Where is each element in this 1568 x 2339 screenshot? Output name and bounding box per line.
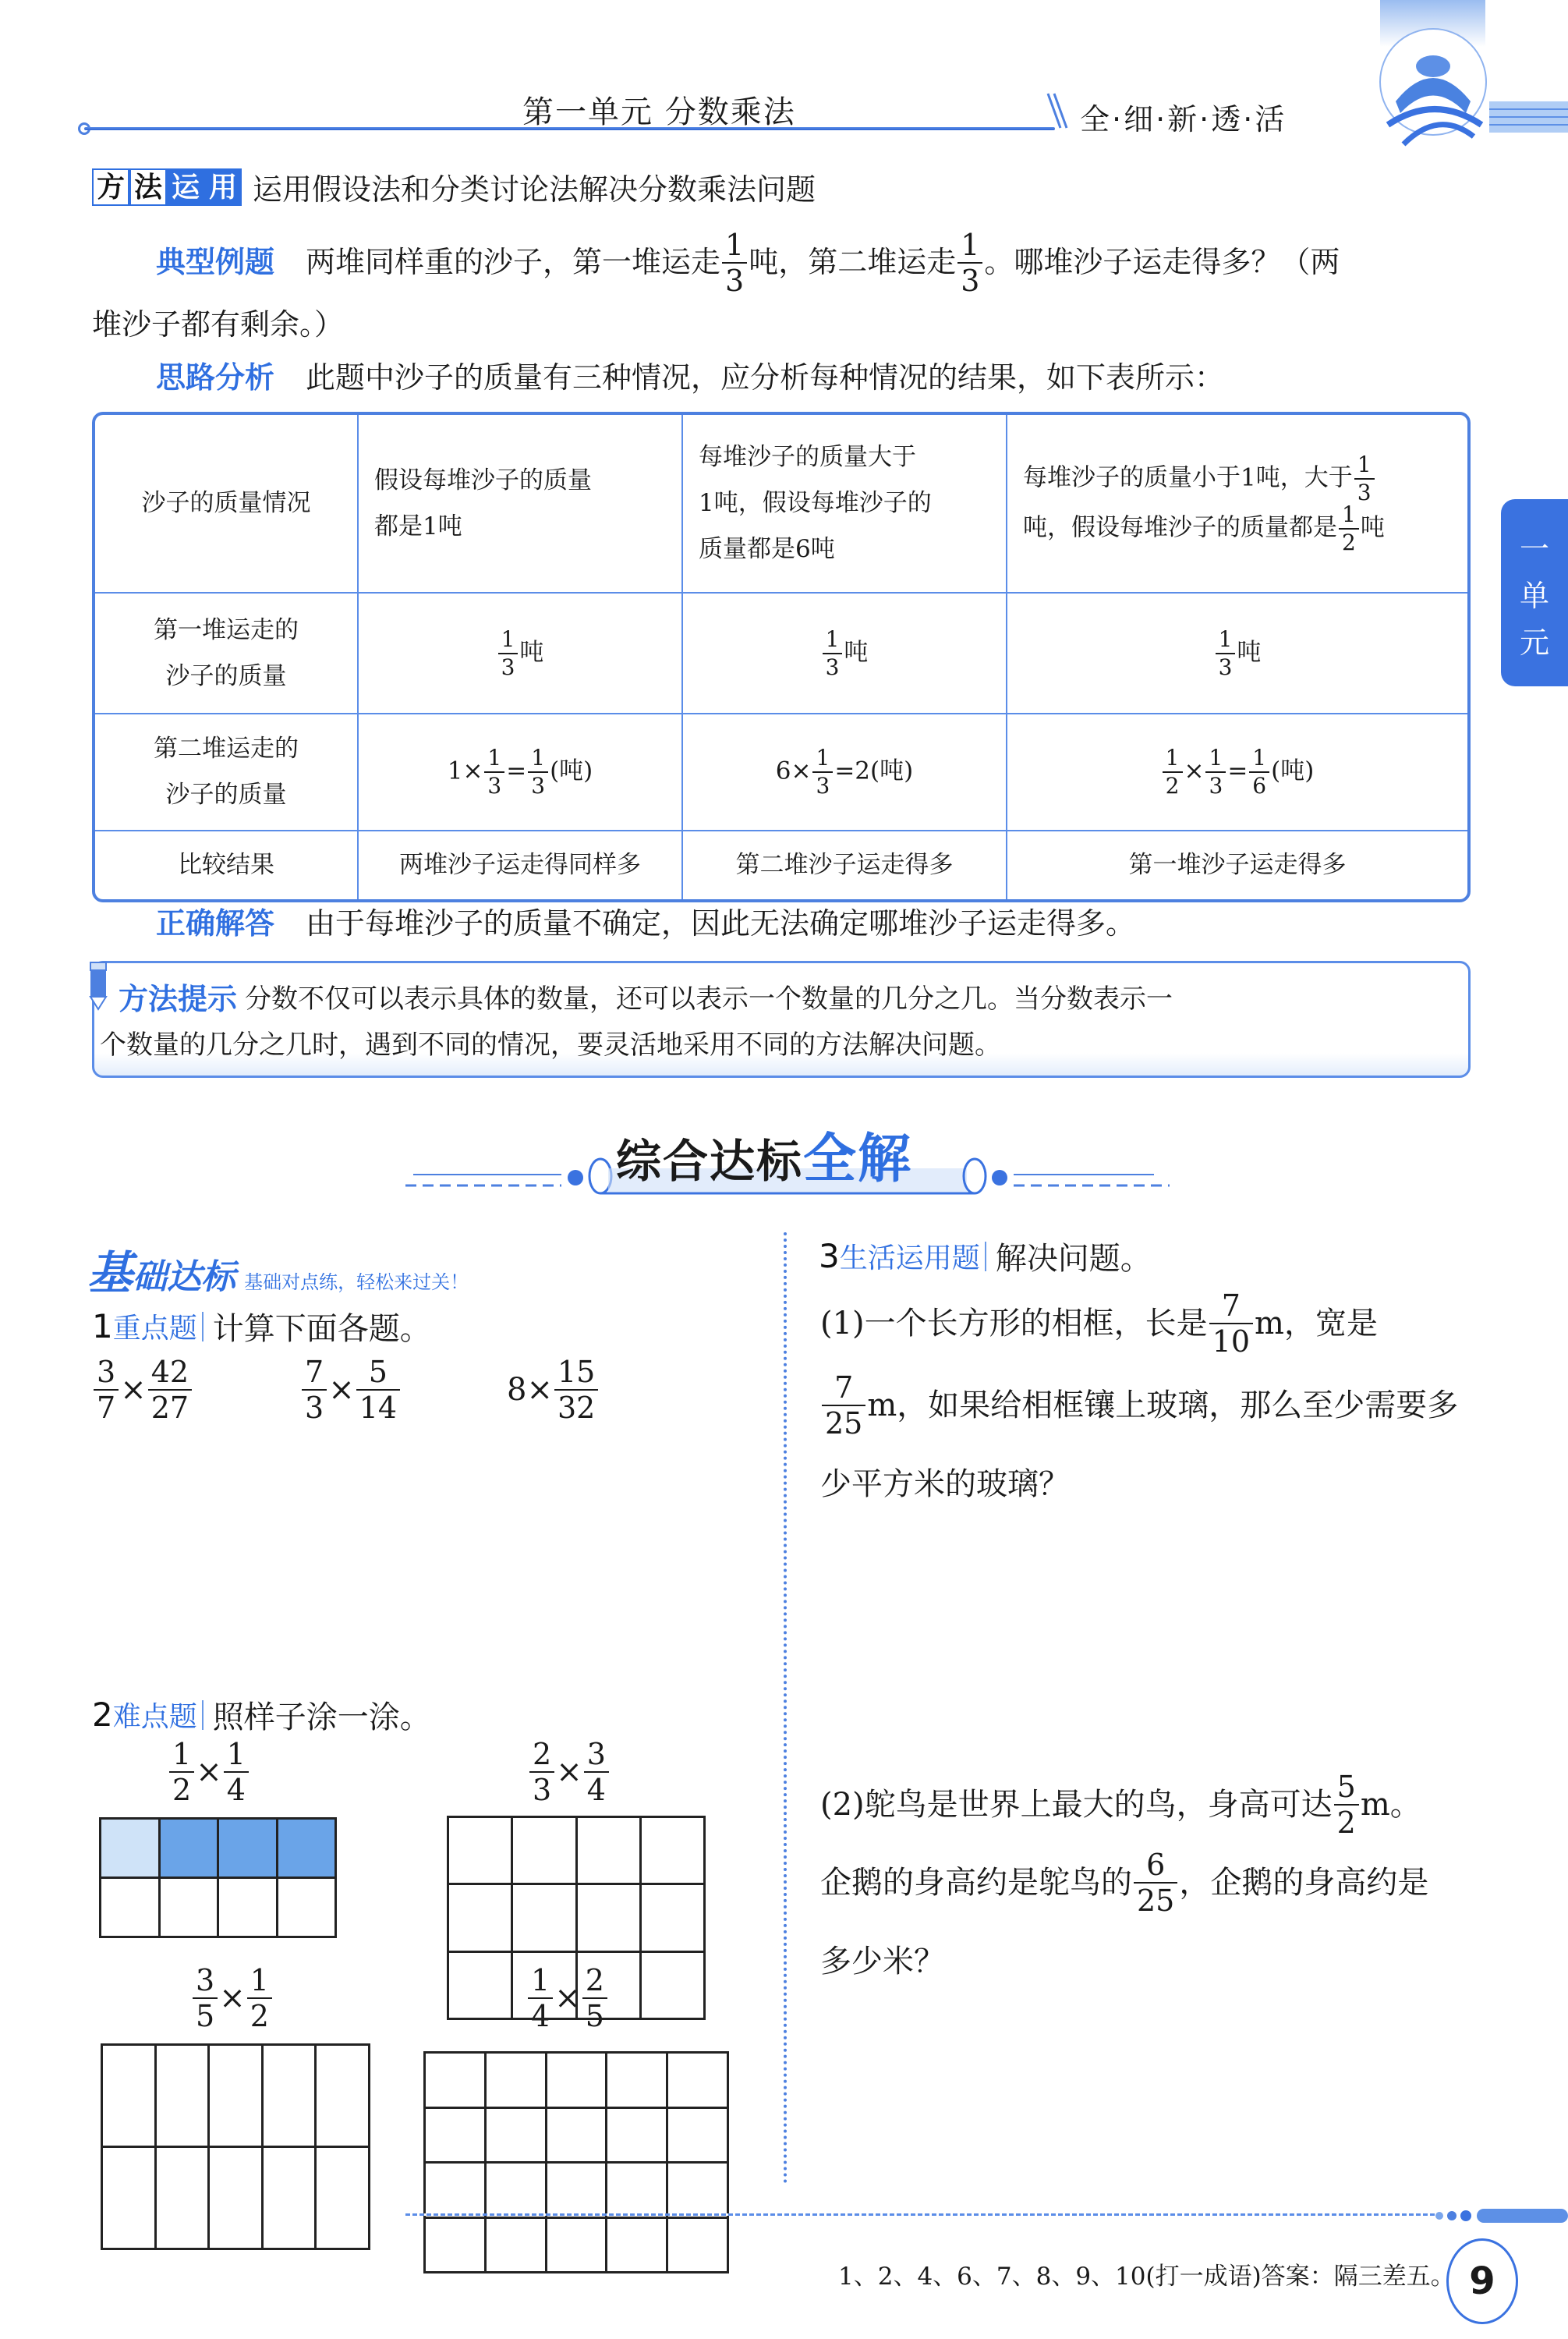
side-tab-char: 单 bbox=[1519, 579, 1549, 613]
operator: × bbox=[556, 1754, 582, 1790]
fraction bbox=[1209, 1288, 1253, 1359]
q3-part2-line3: 多少米？ bbox=[820, 1944, 945, 1979]
grid-cell[interactable] bbox=[485, 2053, 546, 2108]
cell-text: 吨 bbox=[1360, 513, 1385, 541]
shading-grid[interactable] bbox=[423, 2051, 729, 2273]
question-tag: 难点题 bbox=[112, 1701, 197, 1733]
denominator: 3 bbox=[1354, 478, 1375, 504]
grid-cell[interactable] bbox=[607, 2107, 667, 2163]
numerator: 1 bbox=[1165, 745, 1180, 771]
grid-cell[interactable] bbox=[262, 2147, 316, 2249]
numerator: 1 bbox=[961, 228, 980, 262]
numerator: 6 bbox=[1146, 1848, 1166, 1882]
denominator: 3 bbox=[302, 1389, 327, 1423]
denominator: 2 bbox=[247, 1997, 272, 2031]
numerator: 7 bbox=[305, 1355, 324, 1389]
grid-cell[interactable] bbox=[667, 2217, 728, 2273]
problem-text: (2)鸵鸟是世界上最大的鸟，身高可达 bbox=[820, 1787, 1333, 1823]
grid-cell[interactable] bbox=[155, 2045, 209, 2147]
numerator: 3 bbox=[97, 1355, 116, 1389]
numerator: 3 bbox=[586, 1737, 606, 1771]
table-row bbox=[95, 593, 1467, 714]
side-tab-char: 一 bbox=[1519, 532, 1549, 566]
table-cell: 第二堆沙子运走得多 bbox=[682, 831, 1007, 899]
numerator: 1 bbox=[226, 1737, 246, 1771]
operator: × bbox=[554, 1980, 581, 2016]
grid-table bbox=[99, 1817, 337, 1938]
denominator: 3 bbox=[529, 1771, 554, 1805]
tag-separator bbox=[202, 1700, 204, 1730]
denominator: 2 bbox=[1334, 1804, 1359, 1838]
fraction bbox=[193, 1965, 218, 2031]
row-header-text: 第一堆运走的 bbox=[154, 615, 299, 644]
tip-line-1 bbox=[119, 975, 1173, 1018]
fraction bbox=[247, 1965, 272, 2031]
denominator: 3 bbox=[528, 771, 548, 797]
example-line-1 bbox=[156, 230, 1474, 296]
grid-row bbox=[425, 2217, 728, 2273]
question-number: 1 bbox=[92, 1307, 113, 1345]
problem-text: ，企鹅的身高约是 bbox=[1179, 1865, 1429, 1901]
problem-text: m，宽是 bbox=[1255, 1306, 1378, 1341]
grid-cell[interactable] bbox=[209, 2045, 263, 2147]
grid-cell[interactable] bbox=[512, 1951, 576, 2018]
fraction bbox=[148, 1357, 192, 1423]
denominator: 10 bbox=[1209, 1323, 1253, 1356]
footer-rule bbox=[405, 2213, 1435, 2216]
grid-expression bbox=[191, 1965, 274, 2031]
grid-cell bbox=[277, 1819, 336, 1878]
method-tag-char: 运 bbox=[167, 168, 204, 206]
unit: 吨 bbox=[519, 638, 544, 666]
numerator: 1 bbox=[816, 745, 830, 771]
fraction bbox=[529, 1739, 554, 1805]
table-row bbox=[95, 831, 1467, 899]
q3-part2-line1 bbox=[820, 1772, 1421, 1838]
denominator: 4 bbox=[584, 1771, 609, 1805]
grid-cell[interactable] bbox=[425, 2107, 486, 2163]
grid-cell[interactable] bbox=[607, 2163, 667, 2218]
denominator: 2 bbox=[1163, 771, 1183, 797]
basics-banner bbox=[87, 1236, 469, 1302]
grid-cell bbox=[159, 1878, 218, 1937]
problem-text: (1)一个长方形的相框，长是 bbox=[820, 1306, 1208, 1341]
denominator: 3 bbox=[812, 771, 833, 797]
grid-cell[interactable] bbox=[512, 1884, 576, 1951]
grid-cell bbox=[218, 1819, 278, 1878]
banner-title-text: 综合达标 bbox=[616, 1135, 804, 1188]
denominator: 5 bbox=[193, 1997, 218, 2031]
cell-line: 1吨，假设每堆沙子的 bbox=[699, 489, 932, 518]
fraction bbox=[823, 626, 843, 680]
fraction bbox=[302, 1357, 327, 1423]
whole-number: 8 bbox=[507, 1372, 527, 1408]
grid-row bbox=[448, 1951, 705, 2018]
grid-row bbox=[102, 2147, 370, 2249]
denominator: 25 bbox=[822, 1405, 865, 1438]
table-cell bbox=[1007, 714, 1467, 831]
cell-line: 都是1吨 bbox=[374, 512, 462, 540]
fraction bbox=[224, 1739, 249, 1805]
cell-line: 每堆沙子的质量大于 bbox=[699, 443, 916, 472]
banner-highlight-text: 全解 bbox=[803, 1129, 913, 1190]
numerator: 1 bbox=[172, 1737, 192, 1771]
basics-subtitle: 基础对点练，轻松来过关！ bbox=[244, 1271, 469, 1293]
numerator: 1 bbox=[1357, 451, 1372, 477]
cell-line: 假设每堆沙子的质量 bbox=[374, 466, 592, 494]
grid-table bbox=[447, 1816, 706, 2020]
grid-row bbox=[101, 1878, 336, 1937]
shading-grid[interactable] bbox=[447, 1816, 706, 2020]
grid-cell[interactable] bbox=[316, 2147, 370, 2249]
denominator: 3 bbox=[1205, 771, 1226, 797]
fraction bbox=[822, 1370, 865, 1441]
denominator: 3 bbox=[957, 262, 982, 296]
fraction bbox=[957, 230, 982, 296]
operator: × bbox=[328, 1372, 355, 1408]
numerator: 1 bbox=[531, 745, 546, 771]
pencil-icon bbox=[84, 961, 112, 1011]
expr-text: = bbox=[1227, 757, 1248, 785]
numerator: 1 bbox=[825, 626, 840, 652]
fraction bbox=[584, 1739, 609, 1805]
analysis-text: 此题中沙子的质量有三种情况，应分析每种情况的结果，如下表所示： bbox=[306, 360, 1225, 395]
grid-cell[interactable] bbox=[667, 2163, 728, 2218]
grid-cell[interactable] bbox=[155, 2147, 209, 2249]
table-cell bbox=[682, 415, 1007, 593]
grid-cell[interactable] bbox=[576, 1951, 640, 2018]
numerator: 3 bbox=[196, 1963, 215, 1997]
column-divider bbox=[784, 1232, 787, 2184]
cell-text: 吨，假设每堆沙子的质量都是 bbox=[1023, 513, 1337, 541]
q3-part1-line1 bbox=[820, 1288, 1378, 1359]
tag-separator bbox=[985, 1242, 986, 1271]
denominator: 3 bbox=[823, 653, 843, 679]
numerator: 5 bbox=[1336, 1770, 1356, 1804]
analysis-label: 思路分析 bbox=[156, 360, 275, 395]
numerator: 1 bbox=[1252, 745, 1267, 771]
section-banner-title bbox=[616, 1117, 912, 1193]
fraction bbox=[356, 1357, 400, 1423]
grid-cell[interactable] bbox=[607, 2217, 667, 2273]
cell-line: 质量都是6吨 bbox=[699, 534, 835, 563]
grid-cell[interactable] bbox=[448, 1884, 512, 1951]
numerator: 1 bbox=[1218, 626, 1233, 652]
series-motto: 全·细·新·透·活 bbox=[1080, 102, 1287, 136]
method-tag-char: 用 bbox=[204, 168, 242, 206]
fraction bbox=[1134, 1848, 1177, 1918]
grid-cell[interactable] bbox=[102, 2045, 156, 2147]
problem-text: m，如果给相框镶上玻璃，那么至少需要多 bbox=[867, 1387, 1459, 1423]
shading-grid[interactable] bbox=[101, 2043, 370, 2250]
expr-text: (吨) bbox=[550, 757, 593, 785]
grid-cell[interactable] bbox=[546, 2107, 607, 2163]
example-line-2: 堆沙子都有剩余。） bbox=[92, 307, 345, 342]
fraction bbox=[1249, 747, 1269, 797]
example-text: 。哪堆沙子运走得多？（两 bbox=[984, 245, 1340, 280]
question-text: 照样子涂一涂。 bbox=[212, 1699, 431, 1735]
numerator: 1 bbox=[487, 745, 502, 771]
grid-cell[interactable] bbox=[576, 1884, 640, 1951]
grid-cell[interactable] bbox=[546, 2163, 607, 2218]
grid-cell[interactable] bbox=[448, 1951, 512, 2018]
table-cell bbox=[358, 593, 682, 714]
grid-cell[interactable] bbox=[316, 2045, 370, 2147]
denominator: 3 bbox=[484, 771, 504, 797]
table-cell bbox=[1007, 593, 1467, 714]
table-cell bbox=[682, 593, 1007, 714]
method-tag-char: 法 bbox=[129, 168, 167, 206]
question-1-heading bbox=[92, 1304, 431, 1348]
row-header-text: 沙子的质量情况 bbox=[141, 489, 311, 518]
grid-expression bbox=[168, 1739, 250, 1805]
question-tag: 生活运用题 bbox=[839, 1242, 980, 1274]
grid-row bbox=[425, 2053, 728, 2108]
footer-riddle: 1、2、4、6、7、8、9、10(打一成语)答案：隔三差五。 bbox=[838, 2263, 1455, 2291]
grid-cell[interactable] bbox=[425, 2053, 486, 2108]
expr-text: × bbox=[1184, 757, 1205, 785]
grid-cell bbox=[277, 1878, 336, 1937]
table-cell bbox=[358, 714, 682, 831]
tip-text: 分数不仅可以表示具体的数量，还可以表示一个数量的几分之几。当分数表示一 bbox=[245, 983, 1173, 1015]
denominator: 3 bbox=[722, 262, 747, 296]
grid-row bbox=[102, 2045, 370, 2147]
operator: × bbox=[219, 1980, 246, 2016]
grid-row bbox=[448, 1817, 705, 1884]
cell-line bbox=[1023, 451, 1452, 505]
expr-text: =2(吨) bbox=[834, 757, 914, 785]
row-header-text: 沙子的质量 bbox=[165, 781, 287, 809]
fraction bbox=[1163, 747, 1183, 797]
grid-row bbox=[448, 1884, 705, 1951]
example-label: 典型例题 bbox=[156, 245, 275, 280]
numerator: 5 bbox=[368, 1355, 388, 1389]
grid-expression bbox=[528, 1739, 611, 1805]
method-title: 运用假设法和分类讨论法解决分数乘法问题 bbox=[253, 172, 816, 207]
calc-item bbox=[507, 1357, 600, 1423]
grid-cell bbox=[101, 1878, 160, 1937]
fraction bbox=[498, 626, 519, 680]
page-number: 9 bbox=[1446, 2238, 1518, 2324]
row-header bbox=[95, 593, 358, 714]
q3-part1-line3: 少平方米的玻璃？ bbox=[820, 1466, 1070, 1502]
grid-cell[interactable] bbox=[546, 2053, 607, 2108]
expr-text: 6× bbox=[775, 757, 812, 785]
denominator: 3 bbox=[498, 653, 519, 679]
grid-cell bbox=[159, 1819, 218, 1878]
grid-cell[interactable] bbox=[425, 2163, 486, 2218]
fraction bbox=[812, 747, 833, 797]
numerator: 15 bbox=[557, 1355, 596, 1389]
grid-cell[interactable] bbox=[448, 1817, 512, 1884]
numerator: 2 bbox=[533, 1737, 552, 1771]
fraction bbox=[528, 747, 548, 797]
grid-cell bbox=[101, 1819, 160, 1878]
cell-line bbox=[1023, 501, 1452, 555]
row-header-text: 第二堆运走的 bbox=[154, 735, 299, 764]
tip-label: 方法提示 bbox=[119, 982, 238, 1016]
table-cell bbox=[358, 415, 682, 593]
denominator: 7 bbox=[94, 1389, 119, 1423]
unit-title: 第一单元 分数乘法 bbox=[522, 94, 796, 130]
numerator: 1 bbox=[250, 1963, 269, 1997]
shading-grid-example bbox=[99, 1817, 337, 1938]
denominator: 25 bbox=[1134, 1882, 1177, 1915]
fraction bbox=[1216, 626, 1236, 680]
denominator: 2 bbox=[169, 1771, 194, 1805]
grid-cell[interactable] bbox=[576, 1817, 640, 1884]
question-3-heading bbox=[819, 1234, 1152, 1278]
fraction bbox=[1205, 747, 1226, 797]
fraction bbox=[94, 1357, 119, 1423]
operator: × bbox=[196, 1754, 222, 1790]
q3-part1-line2 bbox=[820, 1370, 1459, 1441]
fraction bbox=[169, 1739, 194, 1805]
numerator: 1 bbox=[725, 228, 745, 262]
numerator: 7 bbox=[1221, 1288, 1241, 1323]
footer-dots-decoration bbox=[1435, 2207, 1568, 2224]
fraction bbox=[722, 230, 747, 296]
question-text: 解决问题。 bbox=[995, 1241, 1152, 1277]
expr-text: (吨) bbox=[1271, 757, 1315, 785]
table-cell bbox=[682, 714, 1007, 831]
numerator: 42 bbox=[150, 1355, 189, 1389]
tip-line-2: 个数量的几分之几时，遇到不同的情况，要灵活地采用不同的方法解决问题。 bbox=[100, 1030, 1001, 1061]
grid-row bbox=[425, 2163, 728, 2218]
fraction bbox=[1339, 501, 1359, 555]
denominator: 5 bbox=[582, 1997, 607, 2031]
fraction bbox=[554, 1357, 598, 1423]
table-cell: 第一堆沙子运走得多 bbox=[1007, 831, 1467, 899]
row-header-text: 比较结果 bbox=[178, 851, 274, 879]
question-number: 3 bbox=[819, 1237, 840, 1275]
calc-item bbox=[92, 1357, 193, 1423]
cell-text: 每堆沙子的质量小于1吨，大于 bbox=[1023, 463, 1353, 491]
side-tab-char: 元 bbox=[1519, 626, 1549, 660]
question-number: 2 bbox=[92, 1696, 113, 1734]
method-heading bbox=[92, 165, 816, 208]
table-cell bbox=[1007, 415, 1467, 593]
denominator: 6 bbox=[1249, 771, 1269, 797]
grid-row bbox=[425, 2107, 728, 2163]
problem-text: 企鹅的身高约是鸵鸟的 bbox=[820, 1865, 1132, 1901]
basics-title-rest: 础达标 bbox=[133, 1257, 236, 1297]
problem-text: m。 bbox=[1360, 1787, 1421, 1823]
numerator: 7 bbox=[834, 1370, 854, 1405]
calc-item bbox=[300, 1357, 402, 1423]
denominator: 32 bbox=[554, 1389, 598, 1423]
numerator: 1 bbox=[1342, 501, 1356, 527]
row-header bbox=[95, 714, 358, 831]
table-row bbox=[95, 714, 1467, 831]
fraction bbox=[484, 747, 504, 797]
example-text: 两堆同样重的沙子，第一堆运走 bbox=[306, 245, 721, 280]
book-reader-logo-icon bbox=[1372, 0, 1568, 156]
grid-cell[interactable] bbox=[425, 2217, 486, 2273]
table-cell: 两堆沙子运走得同样多 bbox=[358, 831, 682, 899]
answer-text: 由于每堆沙子的质量不确定，因此无法确定哪堆沙子运走得多。 bbox=[306, 906, 1136, 941]
operator: × bbox=[120, 1372, 147, 1408]
grid-cell[interactable] bbox=[485, 2107, 546, 2163]
example-text: 吨，第二堆运走 bbox=[749, 245, 957, 280]
grid-cell[interactable] bbox=[640, 1951, 704, 2018]
table-row bbox=[95, 415, 1467, 593]
basics-title-big: 基 bbox=[87, 1246, 133, 1299]
question-text: 计算下面各题。 bbox=[212, 1311, 431, 1347]
grid-cell[interactable] bbox=[667, 2053, 728, 2108]
grid-cell[interactable] bbox=[512, 1817, 576, 1884]
analysis-table bbox=[92, 412, 1471, 902]
unit: 吨 bbox=[844, 638, 869, 666]
numerator: 2 bbox=[585, 1963, 604, 1997]
answer-line bbox=[156, 903, 1135, 944]
q3-part2-line2 bbox=[820, 1848, 1429, 1918]
grid-row bbox=[101, 1819, 336, 1878]
method-tag-char: 方 bbox=[92, 168, 129, 206]
grid-cell[interactable] bbox=[607, 2053, 667, 2108]
grid-table bbox=[423, 2051, 729, 2273]
slash-decoration-icon bbox=[1045, 92, 1068, 131]
grid-cell[interactable] bbox=[209, 2147, 263, 2249]
question-2-heading bbox=[92, 1692, 431, 1737]
answer-label: 正确解答 bbox=[156, 906, 275, 941]
grid-cell bbox=[218, 1878, 278, 1937]
unit-side-tab bbox=[1501, 499, 1568, 686]
numerator: 1 bbox=[501, 626, 515, 652]
expr-text: 1× bbox=[447, 757, 483, 785]
numerator: 1 bbox=[531, 1963, 550, 1997]
denominator: 14 bbox=[356, 1389, 400, 1423]
grid-cell[interactable] bbox=[667, 2107, 728, 2163]
grid-cell[interactable] bbox=[546, 2217, 607, 2273]
row-header bbox=[95, 415, 358, 593]
denominator: 27 bbox=[148, 1389, 192, 1423]
grid-cell[interactable] bbox=[102, 2147, 156, 2249]
grid-table bbox=[101, 2043, 370, 2250]
tag-separator bbox=[202, 1312, 204, 1341]
denominator: 4 bbox=[224, 1771, 249, 1805]
denominator: 2 bbox=[1339, 528, 1359, 554]
operator: × bbox=[526, 1372, 553, 1408]
grid-cell[interactable] bbox=[485, 2163, 546, 2218]
grid-cell[interactable] bbox=[640, 1817, 704, 1884]
denominator: 4 bbox=[528, 1997, 553, 2031]
question-tag: 重点题 bbox=[112, 1313, 197, 1345]
denominator: 3 bbox=[1216, 653, 1236, 679]
grid-cell[interactable] bbox=[485, 2217, 546, 2273]
grid-cell[interactable] bbox=[262, 2045, 316, 2147]
grid-cell[interactable] bbox=[640, 1884, 704, 1951]
fraction bbox=[1334, 1772, 1359, 1838]
numerator: 1 bbox=[1209, 745, 1223, 771]
row-header bbox=[95, 831, 358, 899]
fraction bbox=[1354, 451, 1375, 505]
row-header-text: 沙子的质量 bbox=[165, 661, 287, 690]
unit: 吨 bbox=[1237, 638, 1262, 666]
expr-text: = bbox=[506, 757, 527, 785]
analysis-line bbox=[156, 357, 1224, 399]
